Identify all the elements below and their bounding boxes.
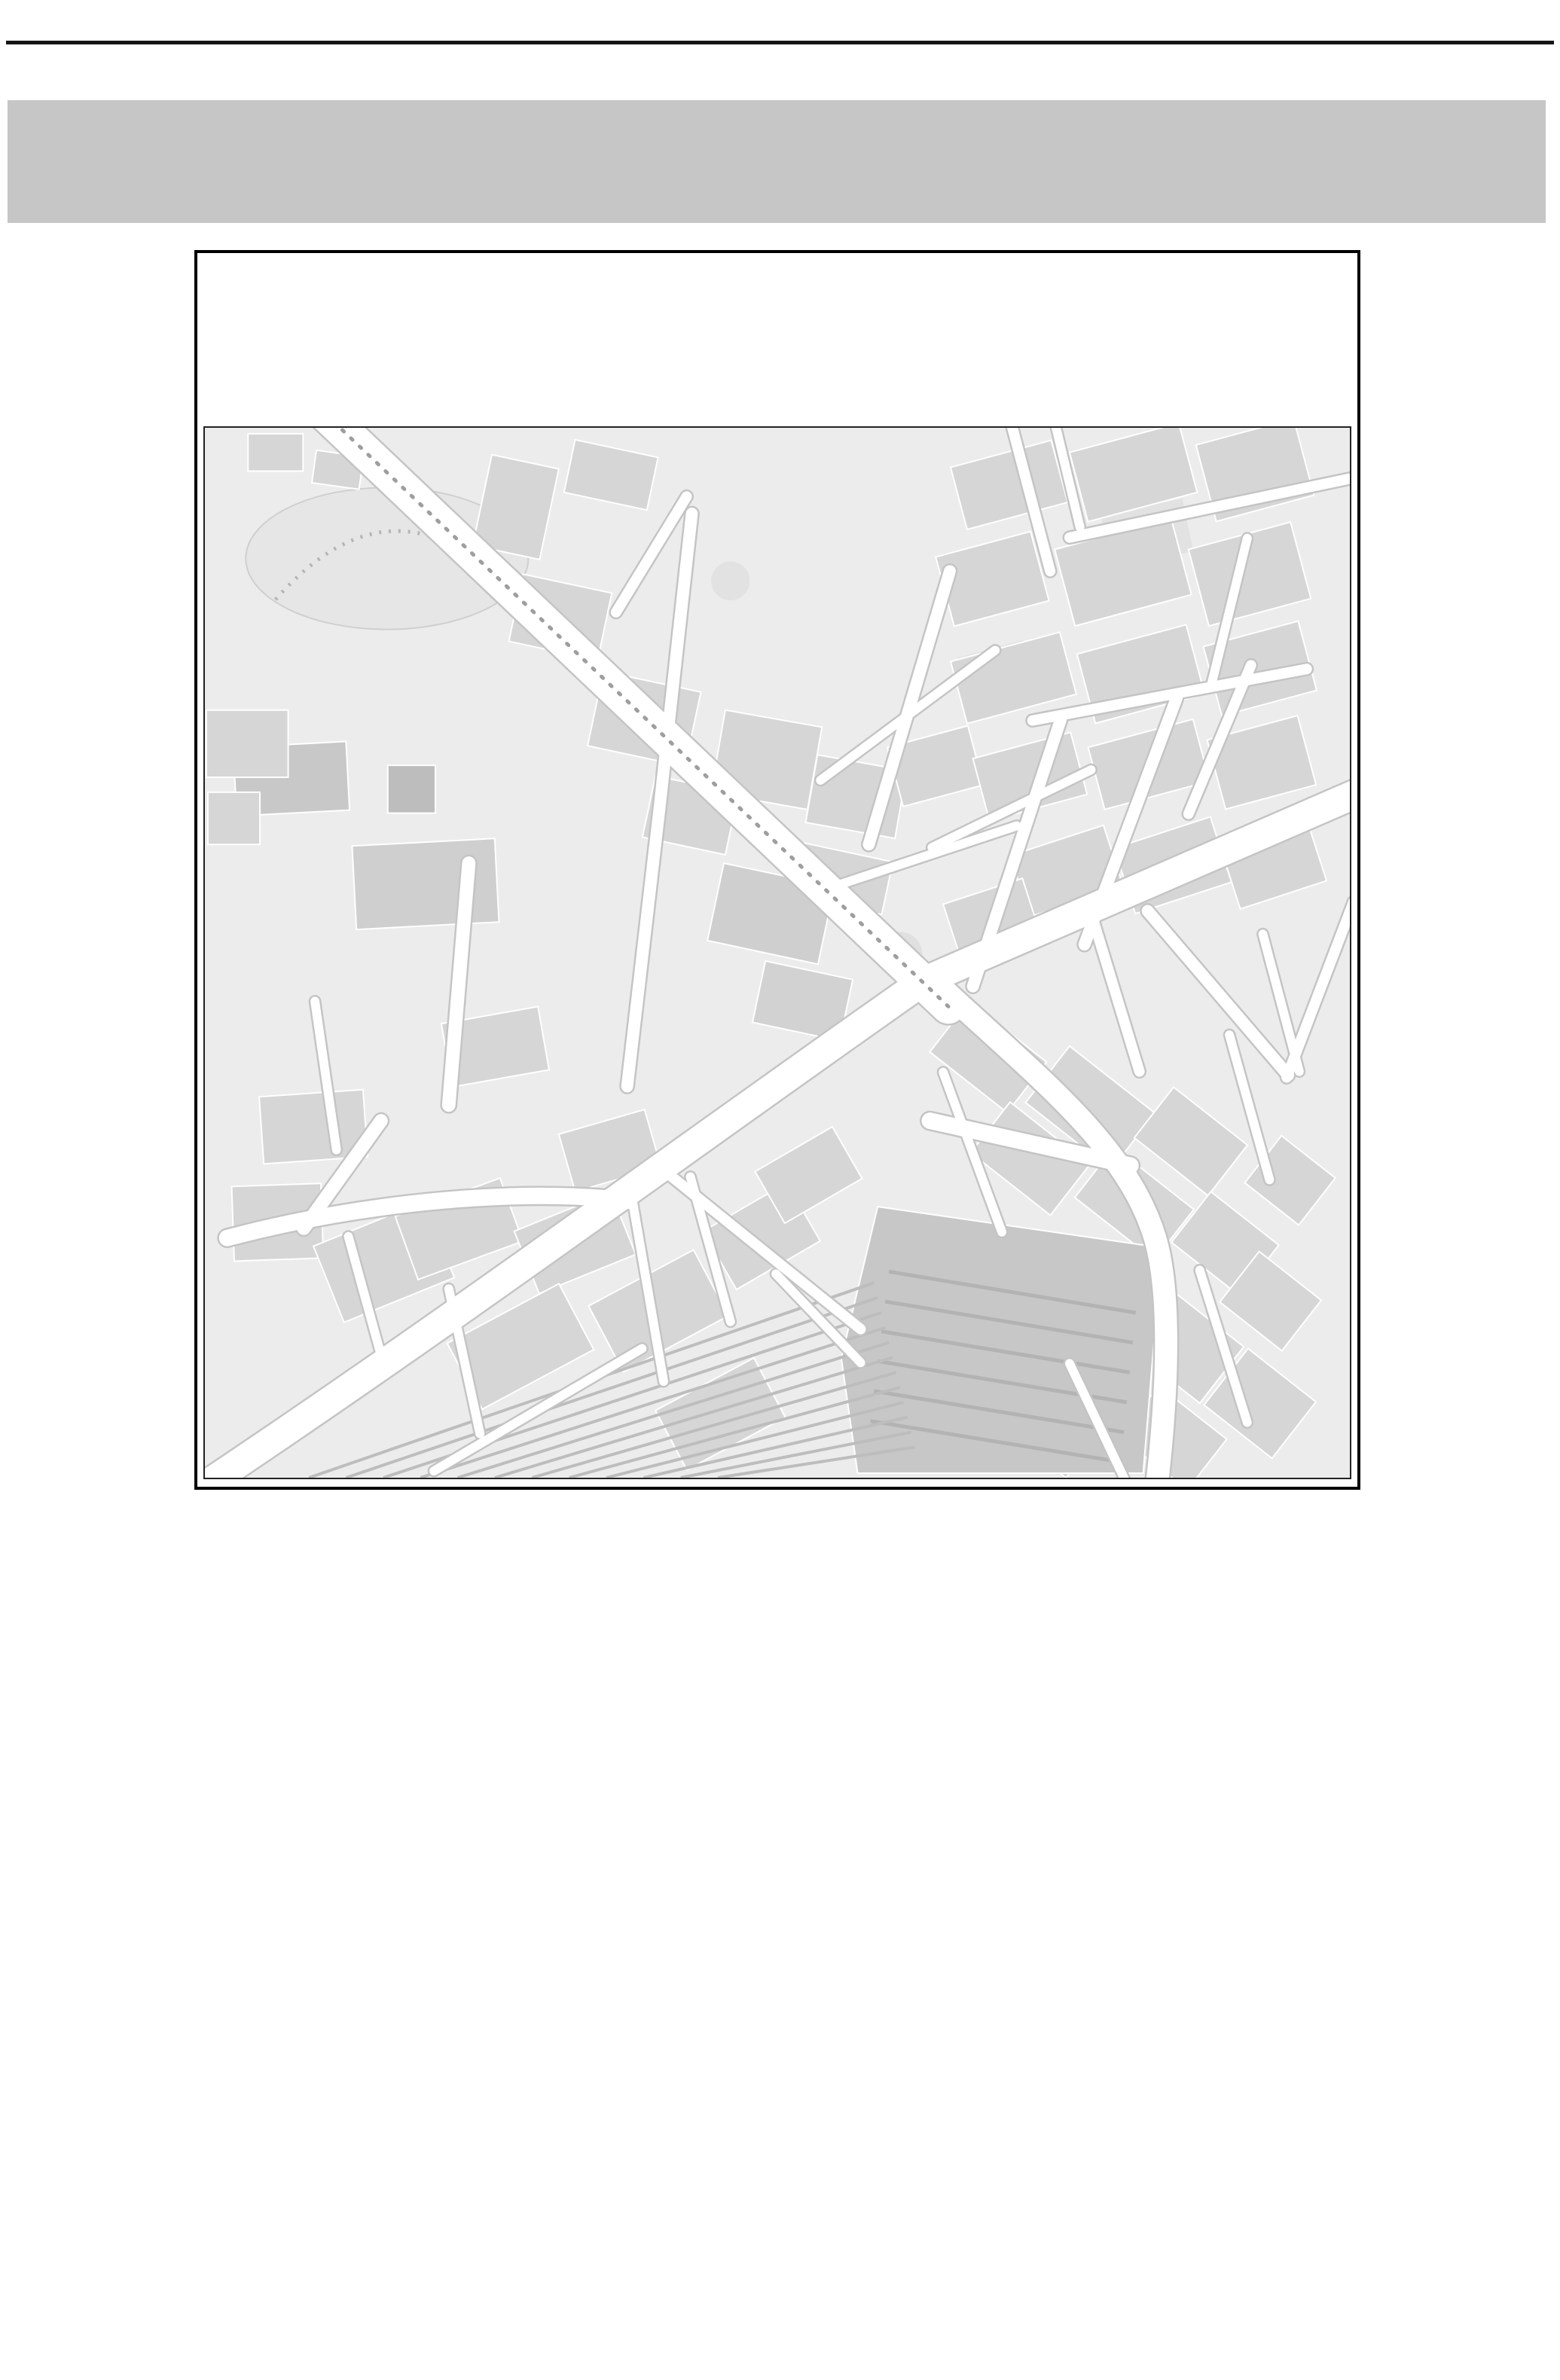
title-banner — [8, 100, 1546, 223]
city-map — [203, 426, 1351, 1479]
city-map-svg — [205, 428, 1350, 1478]
header-rule — [6, 41, 1554, 44]
notice-box — [194, 250, 1360, 1490]
